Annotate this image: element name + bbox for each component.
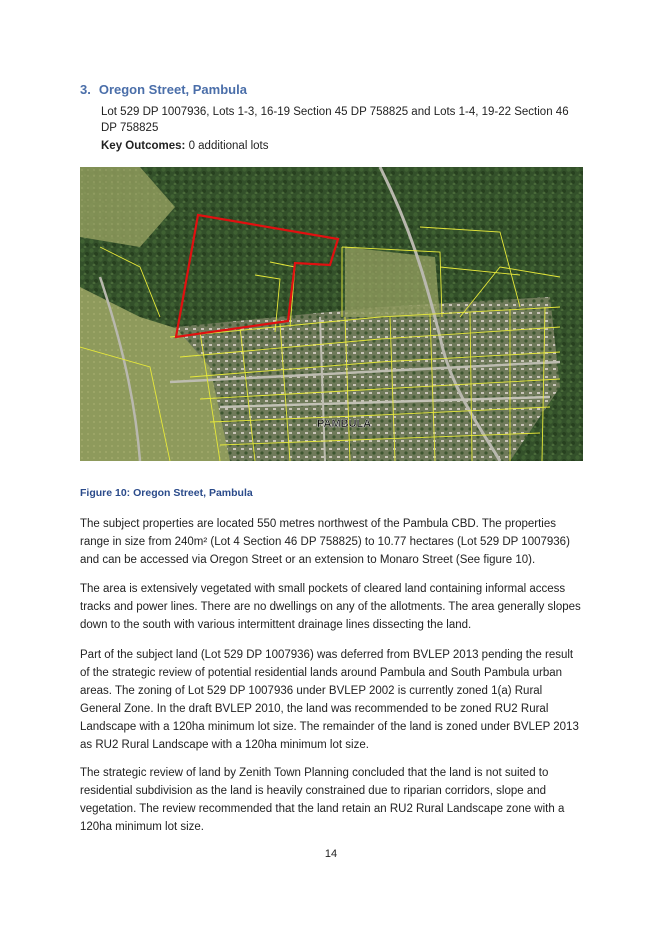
section-title: Oregon Street, Pambula: [98, 82, 247, 97]
paragraph-vegetation: The area is extensively vegetated with small pockets of cleared land containing informal access tracks and power lines. There are no dwellings on any of the allotments. The area generally slopes down to the south with various intermittent drainage lines dissecting the land.: [80, 583, 581, 631]
key-outcomes-value: 0 additional lots: [188, 140, 269, 152]
section-heading: [80, 82, 247, 97]
paragraph-zoning: Part of the subject land (Lot 529 DP 1007936) was deferred from BVLEP 2013 pending the result of the strategic review of potential residential lands around Pambula and South Pambula urban areas. The zoning of Lot 529 DP 1007936 under BVLEP 2002 is currently zoned 1(a) Rural General Zone. In the draft BVLEP 2010, the land was recommended to be zoned RU2 Rural Landscape with a 120ha minimum lot size. The remainder of the land is zoned under BVLEP 2013 as RU2 Rural Landscape with a 120ha minimum lot size.: [80, 649, 579, 751]
page-number: 14: [324, 848, 338, 860]
lot-description: Lot 529 DP 1007936, Lots 1-3, 16-19 Section 45 DP 758825 and Lots 1-4, 19-22 Section 46 DP 758825: [101, 106, 569, 134]
paragraph-location: The subject properties are located 550 metres northwest of the Pambula CBD. The properties range in size from 240m² (Lot 4 Section 46 DP 758825) to 10.77 hectares (Lot 529 DP 1007936) and can be accessed via Oregon Street or an extension to Monaro Street (See figure 10).: [80, 518, 570, 566]
key-outcomes-label: Key Outcomes:: [101, 140, 186, 152]
aerial-map: [80, 167, 583, 461]
key-outcomes: [101, 138, 268, 154]
figure-caption: Figure 10: Oregon Street, Pambula: [80, 487, 253, 499]
map-town-label: PAMBULA: [317, 418, 372, 430]
paragraph-review: The strategic review of land by Zenith Town Planning concluded that the land is not suited to residential subdivision as the land is heavily constrained due to riparian corridors, slope and vegetation. The review recommended that the land retain an RU2 Rural Landscape zone with a 120ha minimum lot size.: [80, 767, 565, 833]
section-number: 3.: [80, 82, 91, 97]
